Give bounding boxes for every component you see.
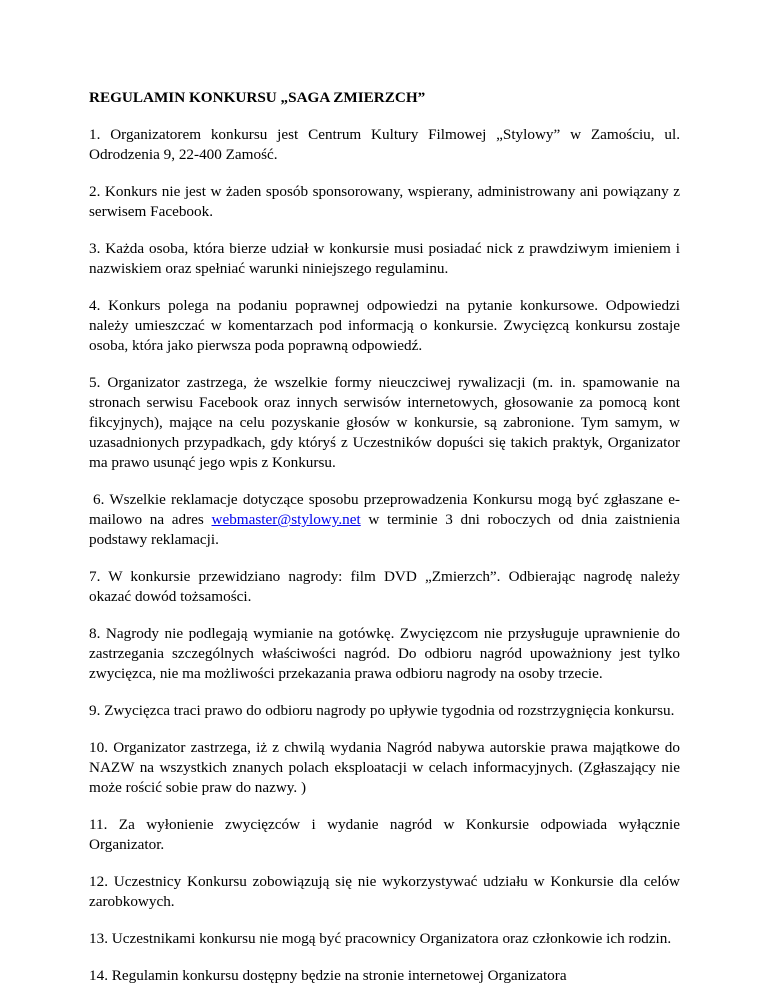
paragraph-10: 10. Organizator zastrzega, iż z chwilą wydania Nagród nabywa autorskie prawa majątkowe do NAZW na wszystkich znanych polach eksploatacji w celach informacyjnych. (Zgłaszający nie może rościć sobie praw do nazwy. ) bbox=[89, 739, 680, 796]
paragraph-1: 1. Organizatorem konkursu jest Centrum Kultury Filmowej „Stylowy” w Zamościu, ul. Odrodzenia 9, 22-400 Zamość. bbox=[89, 126, 680, 163]
paragraph-7: 7. W konkursie przewidziano nagrody: film DVD „Zmierzch”. Odbierając nagrodę należy okazać dowód tożsamości. bbox=[89, 568, 680, 605]
email-link[interactable]: webmaster@stylowy.net bbox=[211, 511, 361, 528]
paragraph-12: 12. Uczestnicy Konkursu zobowiązują się nie wykorzystywać udziału w Konkursie dla celów zarobkowych. bbox=[89, 873, 680, 910]
paragraph-13: 13. Uczestnikami konkursu nie mogą być pracownicy Organizatora oraz członkowie ich rodzin. bbox=[89, 930, 672, 947]
document-title: REGULAMIN KONKURSU „SAGA ZMIERZCH” bbox=[89, 89, 426, 106]
paragraph-6-text-end: w terminie 3 dni roboczych od dnia zaistnienia podstawy reklamacji. bbox=[89, 511, 680, 548]
paragraph-9: 9. Zwycięzca traci prawo do odbioru nagrody po upływie tygodnia od rozstrzygnięcia konkursu. bbox=[89, 702, 675, 719]
paragraph-2: 2. Konkurs nie jest w żaden sposób sponsorowany, wspierany, administrowany ani powiązany z serwisem Facebook. bbox=[89, 183, 680, 220]
paragraph-4: 4. Konkurs polega na podaniu poprawnej odpowiedzi na pytanie konkursowe. Odpowiedzi należy umieszczać w komentarzach pod informacją o konkursie. Zwycięzcą konkursu zostaje osoba, która jako pierwsza poda poprawną odpowiedź. bbox=[89, 297, 680, 354]
paragraph-6-text-start: 6. Wszelkie reklamacje dotyczące sposobu przeprowadzenia Konkursu mogą być zgłaszane e-mailowo na adres bbox=[89, 491, 680, 528]
paragraph-11: 11. Za wyłonienie zwycięzców i wydanie nagród w Konkursie odpowiada wyłącznie Organizator. bbox=[89, 816, 680, 853]
paragraph-6 bbox=[89, 490, 680, 550]
paragraph-5: 5. Organizator zastrzega, że wszelkie formy nieuczciwej rywalizacji (m. in. spamowanie na stronach serwisu Facebook oraz innych serwisów internetowych, głosowanie za pomocą kont fikcyjnych), mające na celu pozyskanie głosów w konkursie, są zabronione. Tym samym, w uzasadnionych przypadkach, gdy któryś z Uczestników dopuści się takich praktyk, Organizator ma prawo usunąć jego wpis z Konkursu. bbox=[89, 374, 680, 471]
paragraph-3: 3. Każda osoba, która bierze udział w konkursie musi posiadać nick z prawdziwym imieniem i nazwiskiem oraz spełniać warunki niniejszego regulaminu. bbox=[89, 240, 680, 277]
paragraph-14: 14. Regulamin konkursu dostępny będzie na stronie internetowej Organizatora bbox=[89, 967, 567, 984]
paragraph-8: 8. Nagrody nie podlegają wymianie na gotówkę. Zwycięzcom nie przysługuje uprawnienie do zastrzegania szczególnych właściwości nagród. Do odbioru nagród upoważniony jest tylko zwycięzca, nie ma możliwości przekazania prawa odbioru nagrody na osoby trzecie. bbox=[89, 625, 680, 682]
document-page bbox=[89, 88, 680, 1003]
